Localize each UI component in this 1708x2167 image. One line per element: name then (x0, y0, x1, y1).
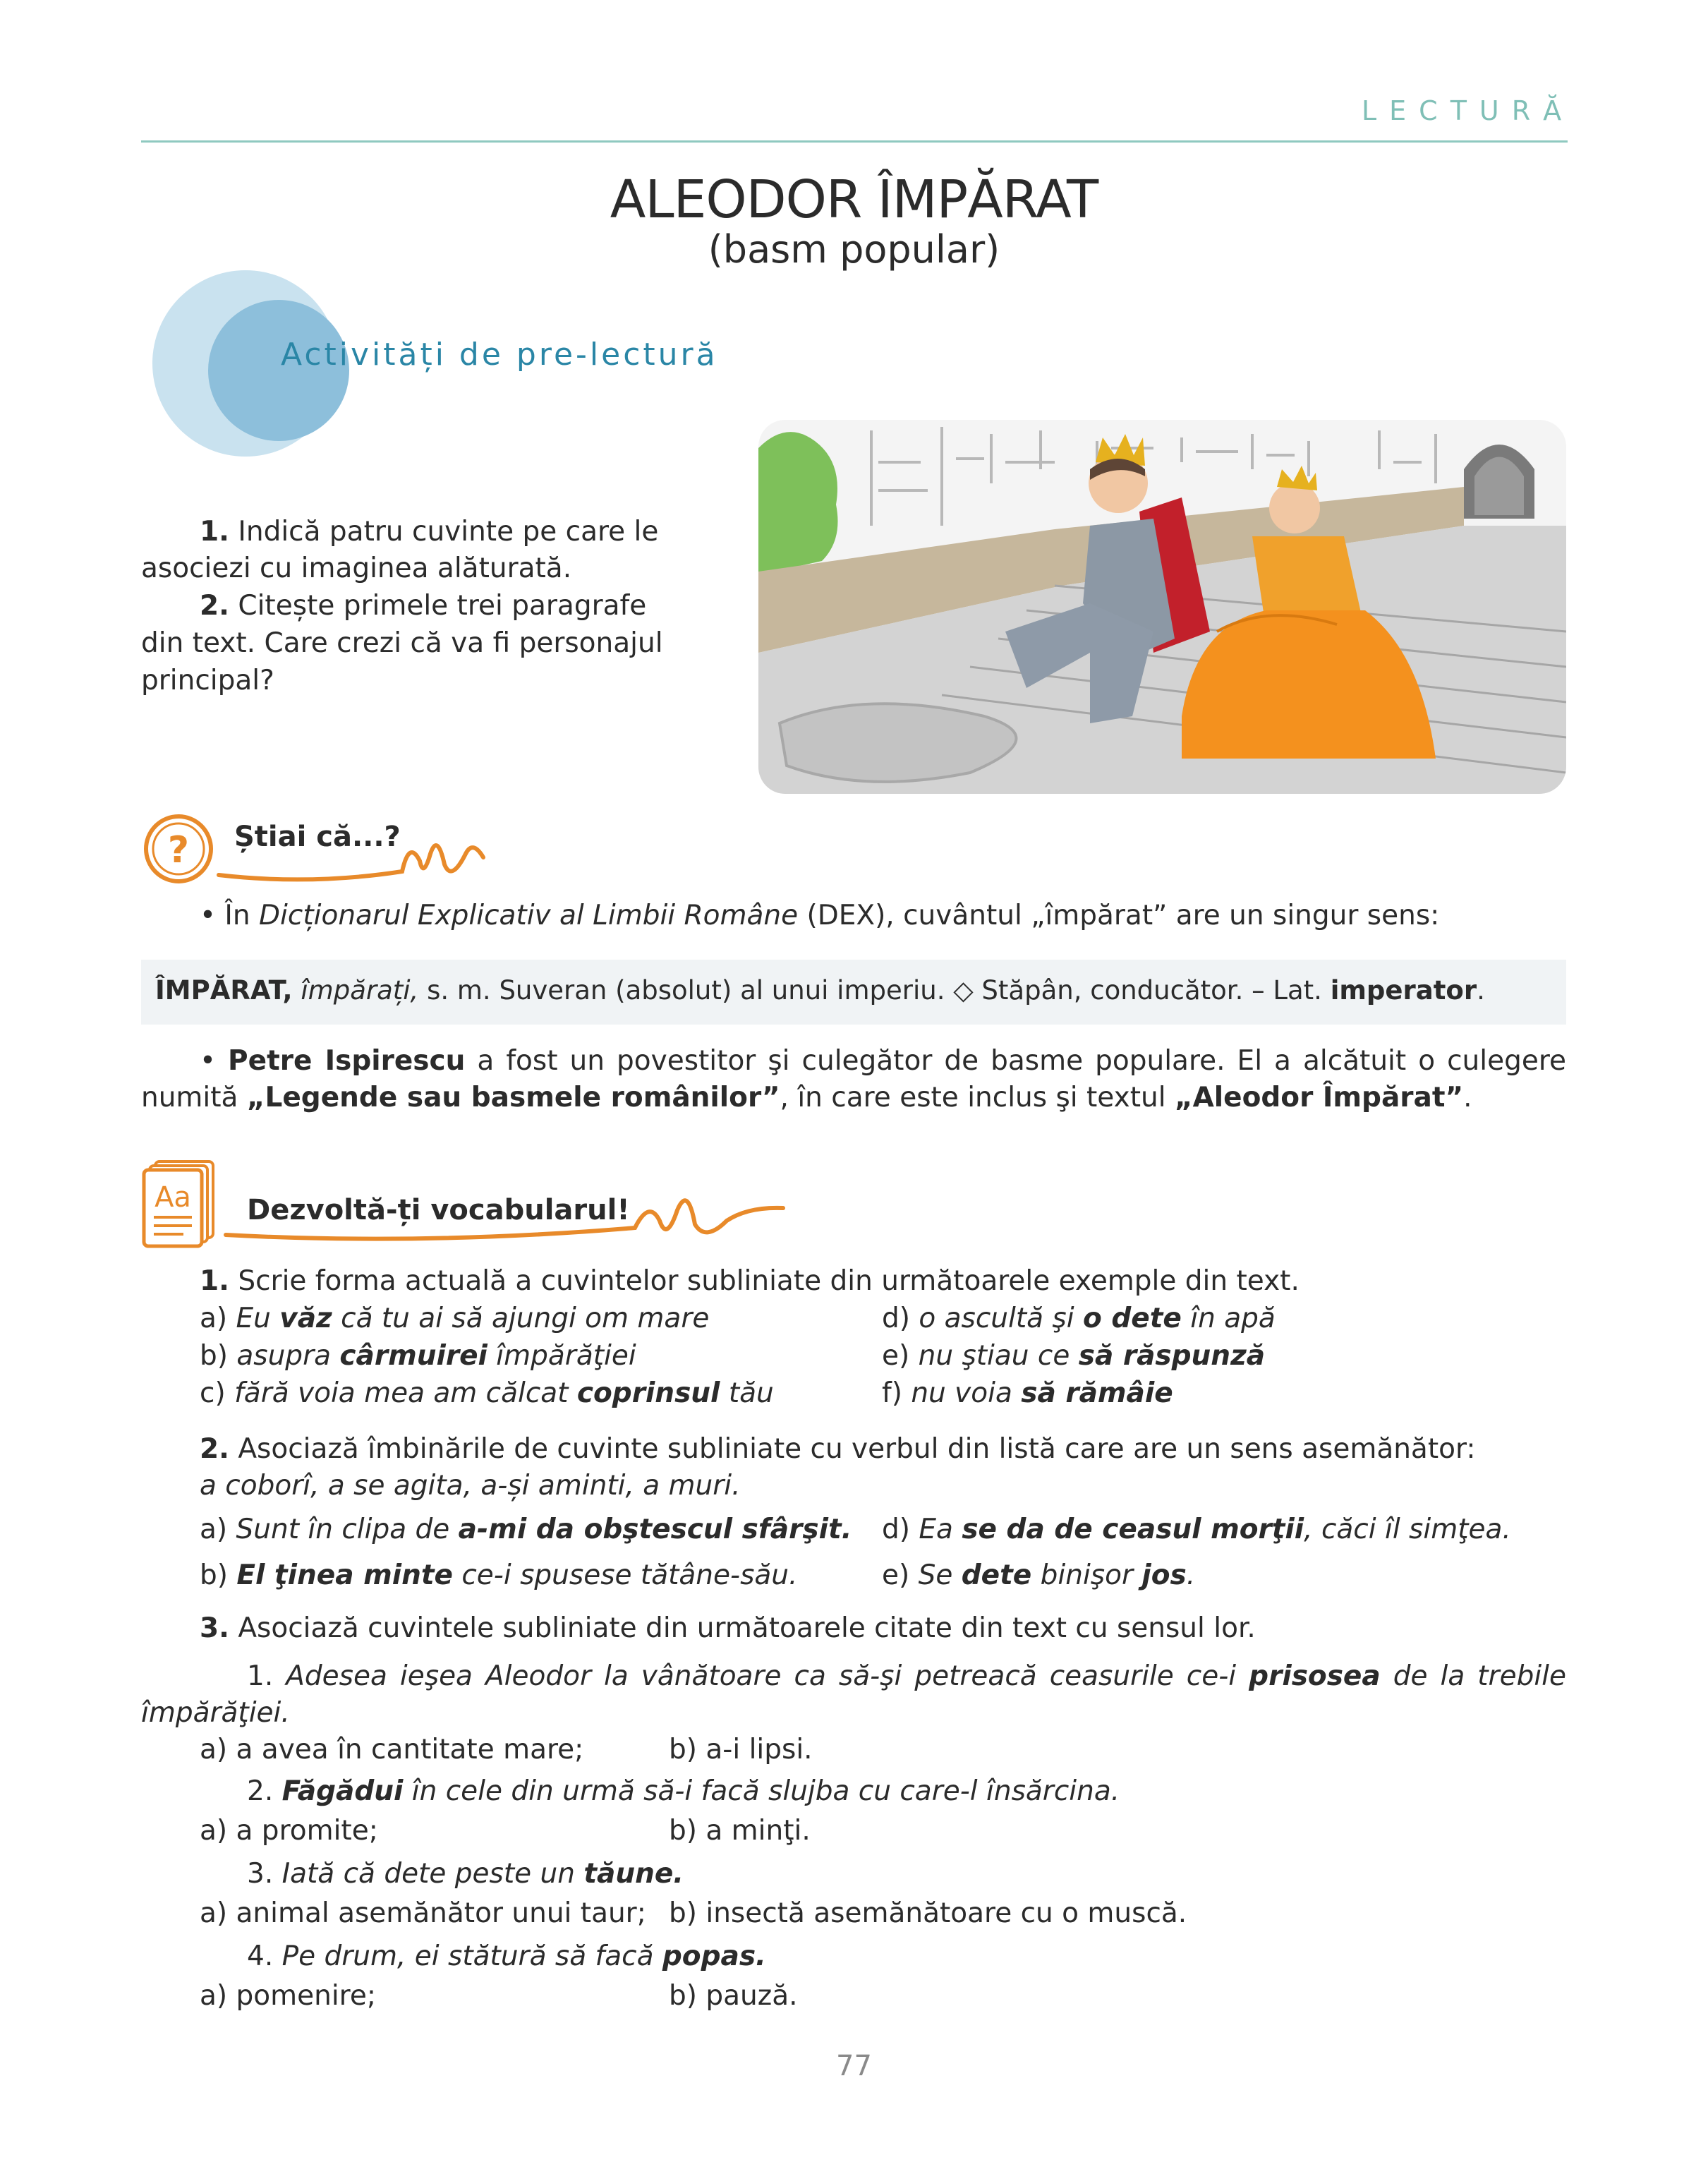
page-subtitle: (basm popular) (708, 227, 1000, 272)
section-label: LECTURĂ (1362, 95, 1575, 126)
pre-question-1: 1. Indică patru cuvinte pe care le (200, 516, 659, 548)
king-queen-illustration (758, 420, 1566, 794)
quote-2: 2. Făgădui în cele din urmă să-i facă slujba cu care-l însărcina. (247, 1775, 1120, 1807)
quote-2-option-b: b) a minţi. (669, 1815, 811, 1847)
exercise-1-f: f) nu voia să rămâie (882, 1377, 1173, 1409)
dex-intro: • În Dicționarul Explicativ al Limbii Române (DEX), cuvântul „împărat” are un singur sens: (200, 900, 1440, 931)
vocabulary-heading: Dezvoltă-ți vocabularul! (247, 1194, 630, 1226)
pre-question-2-end: principal? (141, 665, 274, 696)
svg-text:?: ? (167, 829, 190, 871)
quote-4-option-b: b) pauză. (669, 1980, 798, 2012)
exercise-2-b: b) El ţinea minte ce-i spusese tătâne-său. (200, 1559, 798, 1591)
exercise-3-instruction: 3. Asociază cuvintele subliniate din următoarele citate din text cu sensul lor. (200, 1612, 1256, 1644)
exercise-1-e: e) nu ştiau ce să răspunză (882, 1340, 1266, 1372)
exercise-2-instruction: 2. Asociază îmbinările de cuvinte subliniate cu verbul din listă care are un sens asemănător: (200, 1433, 1476, 1465)
page-number: 77 (836, 2050, 872, 2082)
quote-4: 4. Pe drum, ei stătură să facă popas. (247, 1940, 766, 1972)
exercise-1-instruction: 1. Scrie forma actuală a cuvintelor subliniate din următoarele exemple din text. (200, 1265, 1300, 1297)
exercise-2-d: d) Ea se da de ceasul morţii, căci îl simţea. (882, 1514, 1511, 1545)
quote-1-option-b: b) a-i lipsi. (669, 1734, 813, 1765)
pre-reading-heading: Activități de pre-lectură (281, 337, 718, 373)
pre-question-2-cont: din text. Care crezi că va fi personajul (141, 627, 663, 659)
page-title: ALEODOR ÎMPĂRAT (610, 169, 1098, 230)
pre-question-1-cont: asociezi cu imaginea alăturată. (141, 553, 572, 584)
ispirescu-paragraph: • Petre Ispirescu a fost un povestitor şi culegător de basme populare. El a alcătuit o culegere numită „Legende sau basmele românilor”, în care este inclus şi textul „Aleodor Împărat”. (141, 1045, 1566, 1113)
svg-text:Aa: Aa (155, 1181, 191, 1214)
quote-2-option-a: a) a promite; (200, 1815, 378, 1847)
did-you-know-heading: Știai că...? (234, 821, 401, 853)
exercise-1-b: b) asupra cârmuirei împărăţiei (200, 1340, 636, 1372)
quote-4-option-a: a) pomenire; (200, 1980, 376, 2012)
exercise-1-d: d) o ascultă şi o dete în apă (882, 1303, 1276, 1334)
exercise-2-a: a) Sunt în clipa de a-mi da obştescul sfârşit. (200, 1514, 852, 1545)
exercise-1-c: c) fără voia mea am călcat coprinsul tău (200, 1377, 774, 1409)
quote-3-option-a: a) animal asemănător unui taur; (200, 1897, 646, 1929)
exercise-1-a: a) Eu văz că tu ai să ajungi om mare (200, 1303, 710, 1334)
pre-question-2: 2. Citește primele trei paragrafe (200, 590, 647, 622)
quote-1: 1. Adesea ieşea Aleodor la vânătoare ca să-şi petreacă ceasurile ce-i prisosea de la trebile împărăţiei. (141, 1660, 1566, 1729)
quote-1-option-a: a) a avea în cantitate mare; (200, 1734, 584, 1765)
quote-3: 3. Iată că dete peste un tăune. (247, 1858, 684, 1890)
dex-definition: ÎMPĂRAT, împărați, s. m. Suveran (absolut) al unui imperiu. ◇ Stăpân, conducător. – Lat. imperator. (155, 975, 1485, 1006)
exercise-2-verb-list: a coborî, a se agita, a-și aminti, a muri. (200, 1470, 741, 1502)
header-rule (141, 140, 1568, 143)
exercise-2-e: e) Se dete binişor jos. (882, 1559, 1196, 1591)
quote-3-option-b: b) insectă asemănătoare cu o muscă. (669, 1897, 1187, 1929)
